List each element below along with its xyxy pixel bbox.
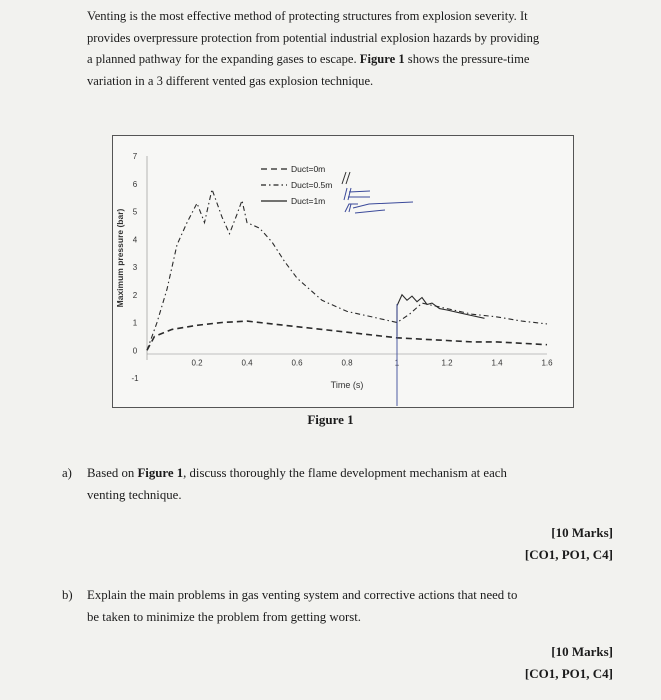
legend-label: Duct=0.5m <box>291 180 333 190</box>
question-a <box>62 463 602 506</box>
question-a-post: , discuss thoroughly the flame development mechanism at each <box>183 466 507 480</box>
x-tick-label: 1 <box>394 358 400 368</box>
y-tick-label: 3 <box>132 263 138 272</box>
y-tick-label: 2 <box>132 290 138 300</box>
question-a-marks-value: [10 Marks] <box>551 525 613 540</box>
question-b-codes: [CO1, PO1, C4] <box>524 666 613 681</box>
question-b-line-1: Explain the main problems in gas venting system and corrective actions that need to <box>87 588 518 602</box>
x-tick-label: 1.6 <box>541 358 553 368</box>
x-axis-label: Time (s) <box>330 380 364 390</box>
x-tick-label: 0.6 <box>291 358 303 368</box>
intro-line-3 <box>87 49 607 71</box>
question-b-label: b) <box>62 588 73 602</box>
question-a-figure-ref: Figure 1 <box>137 466 184 480</box>
y-tick-label: 6 <box>132 179 138 189</box>
figure-1-chart <box>112 135 574 408</box>
intro-paragraph <box>87 6 607 92</box>
figure-caption: Figure 1 <box>307 412 354 427</box>
series-line-duct-0-5m <box>147 189 547 350</box>
handwritten-mark-1 <box>342 172 350 184</box>
intro-line-3-post: shows the pressure-time <box>404 52 530 66</box>
legend-label: Duct=0m <box>291 164 326 174</box>
question-a-codes: [CO1, PO1, C4] <box>524 547 613 562</box>
y-axis-label: Maximum pressure (bar) <box>115 208 125 308</box>
y-tick-label: 4 <box>132 235 138 245</box>
question-a-pre: Based on <box>87 466 138 480</box>
intro-figure-ref: Figure 1 <box>359 52 405 66</box>
x-tick-label: 0.4 <box>241 358 253 368</box>
question-a-label: a) <box>62 466 72 480</box>
handwritten-mark-2 <box>344 188 370 200</box>
y-tick-label: 0 <box>132 346 138 356</box>
intro-line-1: Venting is the most effective method of protecting structures from explosion severity. It <box>87 9 528 23</box>
x-tick-label: 0.8 <box>341 358 353 368</box>
x-tick-label: 1.4 <box>491 358 503 368</box>
intro-line-3-pre: a planned pathway for the expanding gases to escape. <box>87 52 360 66</box>
intro-line-2: provides overpressure protection from potential industrial explosion hazards by providing <box>87 30 540 45</box>
y-tick-label: 7 <box>132 152 138 161</box>
question-b <box>62 585 602 628</box>
question-a-line-2: venting technique. <box>87 487 182 502</box>
question-a-marks <box>525 522 613 566</box>
x-tick-label: 1.2 <box>441 358 453 368</box>
question-b-marks <box>525 641 613 685</box>
question-b-line-2: be taken to minimize the problem from getting worst. <box>87 609 362 624</box>
series-line-duct-0m <box>147 321 547 350</box>
intro-line-4: variation in a 3 different vented gas explosion technique. <box>87 73 374 88</box>
legend-label: Duct=1m <box>291 196 326 206</box>
y-tick-label: 1 <box>132 318 138 328</box>
y-tick-label: -1 <box>131 374 139 383</box>
x-tick-label: 0.2 <box>191 358 203 368</box>
y-tick-label: 5 <box>132 207 138 217</box>
question-b-marks-value: [10 Marks] <box>551 644 613 659</box>
pressure-time-chart <box>113 136 573 407</box>
handwritten-mark-3 <box>345 202 413 213</box>
series-line-duct-1m <box>397 295 485 337</box>
